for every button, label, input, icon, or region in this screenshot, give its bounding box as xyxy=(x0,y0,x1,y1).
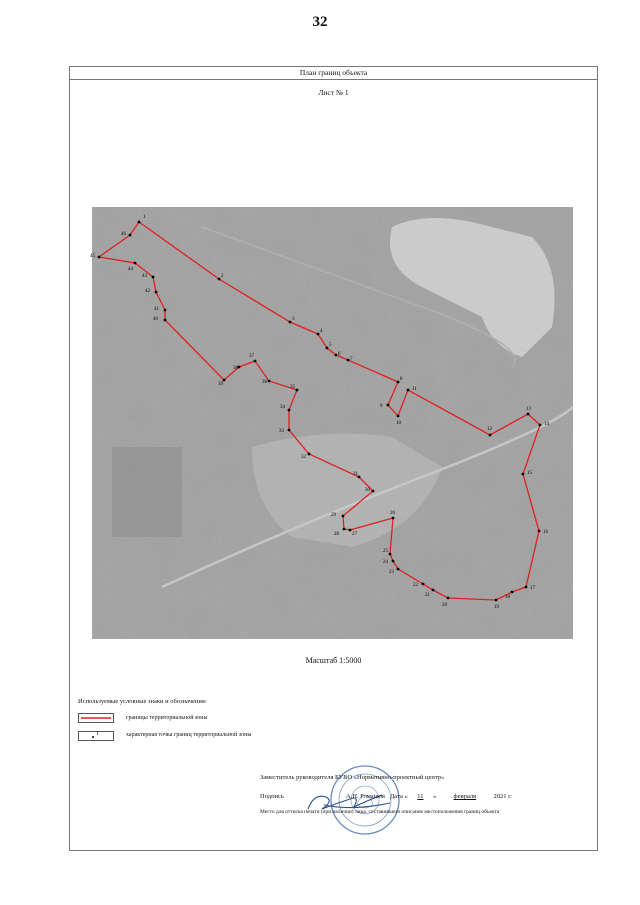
plan-title: План границ объекта xyxy=(70,67,597,80)
boundary-point-35 xyxy=(296,389,299,392)
boundary-point-14 xyxy=(539,424,542,427)
boundary-point-1 xyxy=(138,221,141,224)
boundary-point-label-22: 22 xyxy=(413,583,418,588)
boundary-point-label-18: 18 xyxy=(505,595,510,600)
boundary-point-43 xyxy=(152,276,155,279)
boundary-point-label-2: 2 xyxy=(221,274,224,279)
boundary-point-label-29: 29 xyxy=(331,513,336,518)
boundary-point-19 xyxy=(495,599,498,602)
boundary-point-41 xyxy=(164,309,167,312)
boundary-point-32 xyxy=(308,453,311,456)
boundary-point-21 xyxy=(432,589,435,592)
legend-title: Используемые условные знаки и обозначения: xyxy=(78,698,207,705)
boundary-point-label-23: 23 xyxy=(389,570,394,575)
signature-label: Подпись xyxy=(260,793,284,800)
boundary-point-label-42: 42 xyxy=(145,289,150,294)
boundary-point-label-15: 15 xyxy=(527,471,532,476)
boundary-point-44 xyxy=(134,262,137,265)
boundary-point-label-44: 44 xyxy=(128,267,133,272)
boundary-point-label-24: 24 xyxy=(383,560,388,565)
boundary-point-label-8: 8 xyxy=(400,377,403,382)
boundary-point-2 xyxy=(218,278,221,281)
boundary-point-17 xyxy=(525,586,528,589)
boundary-point-label-33: 33 xyxy=(279,429,284,434)
boundary-point-26 xyxy=(392,517,395,520)
boundary-point-label-27: 27 xyxy=(352,532,357,537)
boundary-point-28 xyxy=(343,528,346,531)
boundary-point-4 xyxy=(317,333,320,336)
boundary-point-3 xyxy=(289,321,292,324)
boundary-point-label-37: 37 xyxy=(249,354,254,359)
boundary-point-label-45: 45 xyxy=(90,254,95,259)
boundary-point-label-11: 11 xyxy=(412,387,417,392)
boundary-point-10 xyxy=(397,415,400,418)
boundary-point-13 xyxy=(527,413,530,416)
signer-name: А.Н. Ромашов xyxy=(345,793,385,800)
boundary-point-label-14: 14 xyxy=(544,422,549,427)
boundary-point-label-16: 16 xyxy=(543,530,548,535)
boundary-line-symbol xyxy=(78,713,114,723)
date-month: февраля xyxy=(453,793,477,800)
signature-line xyxy=(260,793,512,800)
boundary-point-label-20: 20 xyxy=(442,603,447,608)
boundary-point-42 xyxy=(155,291,158,294)
boundary-point-8 xyxy=(397,381,400,384)
boundary-point-45 xyxy=(98,256,101,259)
date-year: 2021 г. xyxy=(493,793,512,800)
boundary-point-label-38: 38 xyxy=(233,366,238,371)
boundary-point-label-46: 46 xyxy=(121,232,126,237)
boundary-point-5 xyxy=(326,347,329,350)
page-number: 32 xyxy=(312,14,328,30)
boundary-point-30 xyxy=(372,490,375,493)
boundary-point-label-35: 35 xyxy=(290,385,295,390)
signer-position: Заместитель руководителя БУВО «Нормативно-проектный центр» xyxy=(260,774,445,781)
boundary-point-33 xyxy=(288,429,291,432)
boundary-point-25 xyxy=(389,553,392,556)
boundary-point-36 xyxy=(268,380,271,383)
document-frame xyxy=(69,66,598,851)
boundary-point-label-31: 31 xyxy=(353,472,358,477)
boundary-point-38 xyxy=(238,366,241,369)
boundary-map xyxy=(92,207,573,639)
boundary-point-label-7: 7 xyxy=(350,357,353,362)
boundary-point-label-30: 30 xyxy=(365,488,370,493)
settlement-area xyxy=(112,447,182,537)
boundary-point-label-36: 36 xyxy=(262,380,267,385)
boundary-point-29 xyxy=(342,515,345,518)
boundary-point-22 xyxy=(422,583,425,586)
boundary-point-34 xyxy=(288,409,291,412)
boundary-point-label-19: 19 xyxy=(494,605,499,610)
boundary-point-40 xyxy=(164,319,167,322)
boundary-point-label-34: 34 xyxy=(280,405,285,410)
boundary-point-7 xyxy=(347,359,350,362)
boundary-point-46 xyxy=(129,234,132,237)
boundary-point-11 xyxy=(407,389,410,392)
boundary-point-label-3: 3 xyxy=(292,317,295,322)
boundary-point-label-5: 5 xyxy=(329,343,332,348)
boundary-point-label-43: 43 xyxy=(142,274,147,279)
boundary-point-12 xyxy=(489,434,492,437)
date-day: 11 xyxy=(417,793,424,800)
boundary-point-label-17: 17 xyxy=(530,586,535,591)
boundary-point-6 xyxy=(335,354,338,357)
boundary-point-label-6: 6 xyxy=(338,352,341,357)
boundary-point-label-39: 39 xyxy=(218,382,223,387)
sheet-number: Лист № 1 xyxy=(318,88,349,97)
boundary-point-label-40: 40 xyxy=(153,317,158,322)
boundary-point-label-13: 13 xyxy=(526,407,531,412)
boundary-point-39 xyxy=(223,379,226,382)
legend-label-boundary: границы территориальной зоны xyxy=(126,715,208,721)
boundary-point-label-12: 12 xyxy=(487,427,492,432)
boundary-point-label-25: 25 xyxy=(383,549,388,554)
boundary-point-23 xyxy=(397,568,400,571)
boundary-point-37 xyxy=(254,360,257,363)
boundary-point-16 xyxy=(538,530,541,533)
boundary-point-27 xyxy=(349,529,352,532)
boundary-point-label-26: 26 xyxy=(390,511,395,516)
stamp-note: Место для оттиска печати (при наличии) лица, составившего описание местоположения границ объекта xyxy=(260,809,500,815)
boundary-point-label-10: 10 xyxy=(396,421,401,426)
boundary-point-label-9: 9 xyxy=(380,404,383,409)
boundary-point-label-21: 21 xyxy=(425,593,430,598)
date-label: Дата « xyxy=(389,793,408,800)
boundary-point-label-4: 4 xyxy=(320,329,323,334)
date-separator: » xyxy=(432,793,437,800)
point-symbol xyxy=(78,731,114,741)
boundary-point-18 xyxy=(511,591,514,594)
boundary-point-label-28: 28 xyxy=(334,532,339,537)
boundary-point-label-1: 1 xyxy=(143,215,146,220)
boundary-point-24 xyxy=(392,560,395,563)
map-scale: Масштаб 1:5000 xyxy=(305,656,362,665)
boundary-point-31 xyxy=(358,476,361,479)
boundary-point-label-41: 41 xyxy=(154,307,159,312)
boundary-point-9 xyxy=(387,404,390,407)
boundary-point-20 xyxy=(447,597,450,600)
boundary-point-label-32: 32 xyxy=(301,455,306,460)
point-symbol-text: 1 xyxy=(96,731,99,737)
legend-label-point: характерная точка границ территориальной зоны xyxy=(126,732,252,738)
boundary-point-15 xyxy=(522,473,525,476)
